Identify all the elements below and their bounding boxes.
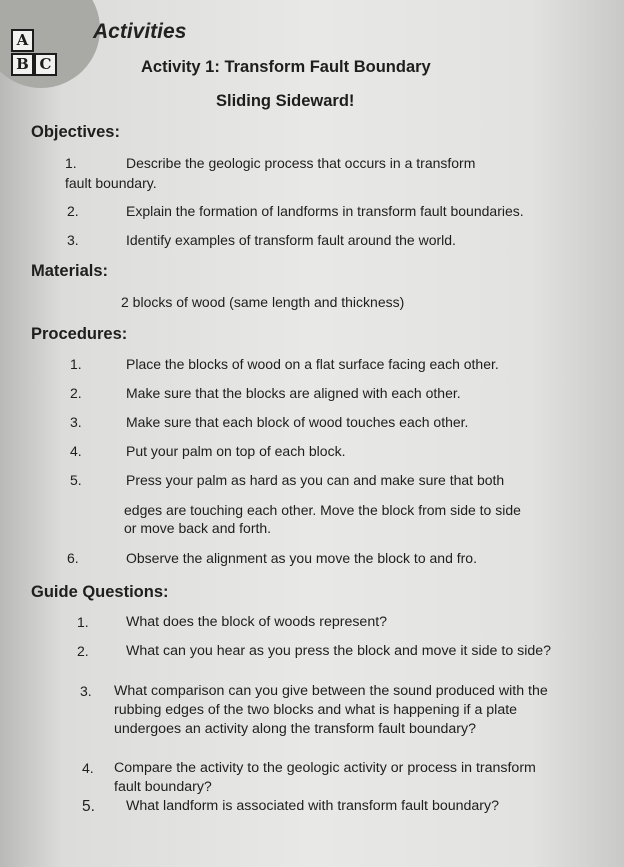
logo-letter-c: C (39, 55, 52, 73)
objectives-heading: Objectives: (31, 123, 120, 141)
procedure-text: Place the blocks of wood on a flat surface facing each other. (126, 356, 499, 372)
question-text: What landform is associated with transform fault boundary? (126, 798, 499, 814)
material-item: 2 blocks of wood (same length and thickness) (121, 294, 405, 310)
guide-questions-heading: Guide Questions: (31, 583, 169, 601)
objective-number: 1. (65, 155, 77, 171)
question-number: 2. (77, 643, 89, 659)
procedure-text: Make sure that the blocks are aligned with each other. (126, 385, 461, 401)
procedure-number: 2. (70, 385, 82, 401)
question-text-continued: undergoes an activity along the transform fault boundary? (114, 721, 477, 737)
procedures-heading: Procedures: (31, 325, 128, 343)
question-text: What comparison can you give between the sound produced with the (114, 683, 548, 699)
logo-letter-b: B (16, 55, 29, 73)
logo-block-a (11, 29, 34, 52)
question-number: 1. (77, 614, 89, 630)
materials-heading: Materials: (31, 262, 109, 280)
procedure-text-continued: or move back and forth. (124, 520, 272, 536)
objective-text-continued: fault boundary. (65, 175, 157, 191)
objective-number: 2. (67, 203, 79, 219)
logo-block-c (34, 53, 57, 76)
logo-letter-a: A (16, 31, 29, 49)
procedure-number: 5. (70, 472, 82, 488)
procedure-number: 4. (70, 443, 82, 459)
logo-block-b (11, 53, 34, 76)
question-text: What does the block of woods represent? (126, 614, 388, 630)
objective-text: Describe the geologic process that occurs in a transform (126, 155, 476, 171)
procedure-number: 6. (67, 550, 79, 566)
section-title: Activities (93, 20, 187, 43)
procedure-text-continued: edges are touching each other. Move the block from side to side (124, 502, 521, 518)
procedure-text: Observe the alignment as you move the block to and fro. (126, 550, 477, 566)
activity-title: Activity 1: Transform Fault Boundary (141, 58, 431, 76)
procedure-number: 1. (70, 356, 82, 372)
procedure-text: Press your palm as hard as you can and make sure that both (126, 472, 505, 488)
question-text: What can you hear as you press the block and move it side to side? (126, 643, 552, 659)
objective-number: 3. (67, 232, 79, 248)
objective-text: Identify examples of transform fault around the world. (126, 232, 456, 248)
question-number: 3. (80, 683, 92, 699)
question-number: 4. (82, 760, 94, 776)
procedure-number: 3. (70, 414, 82, 430)
question-number: 5. (82, 798, 95, 815)
objective-text: Explain the formation of landforms in transform fault boundaries. (126, 203, 524, 219)
activity-subtitle: Sliding Sideward! (216, 92, 355, 110)
question-text-continued: fault boundary? (114, 779, 212, 795)
question-text: Compare the activity to the geologic activity or process in transform (114, 760, 536, 776)
procedure-text: Put your palm on top of each block. (126, 443, 346, 459)
procedure-text: Make sure that each block of wood touches each other. (126, 414, 469, 430)
question-text-continued: rubbing edges of the two blocks and what is happening if a plate (114, 702, 518, 718)
